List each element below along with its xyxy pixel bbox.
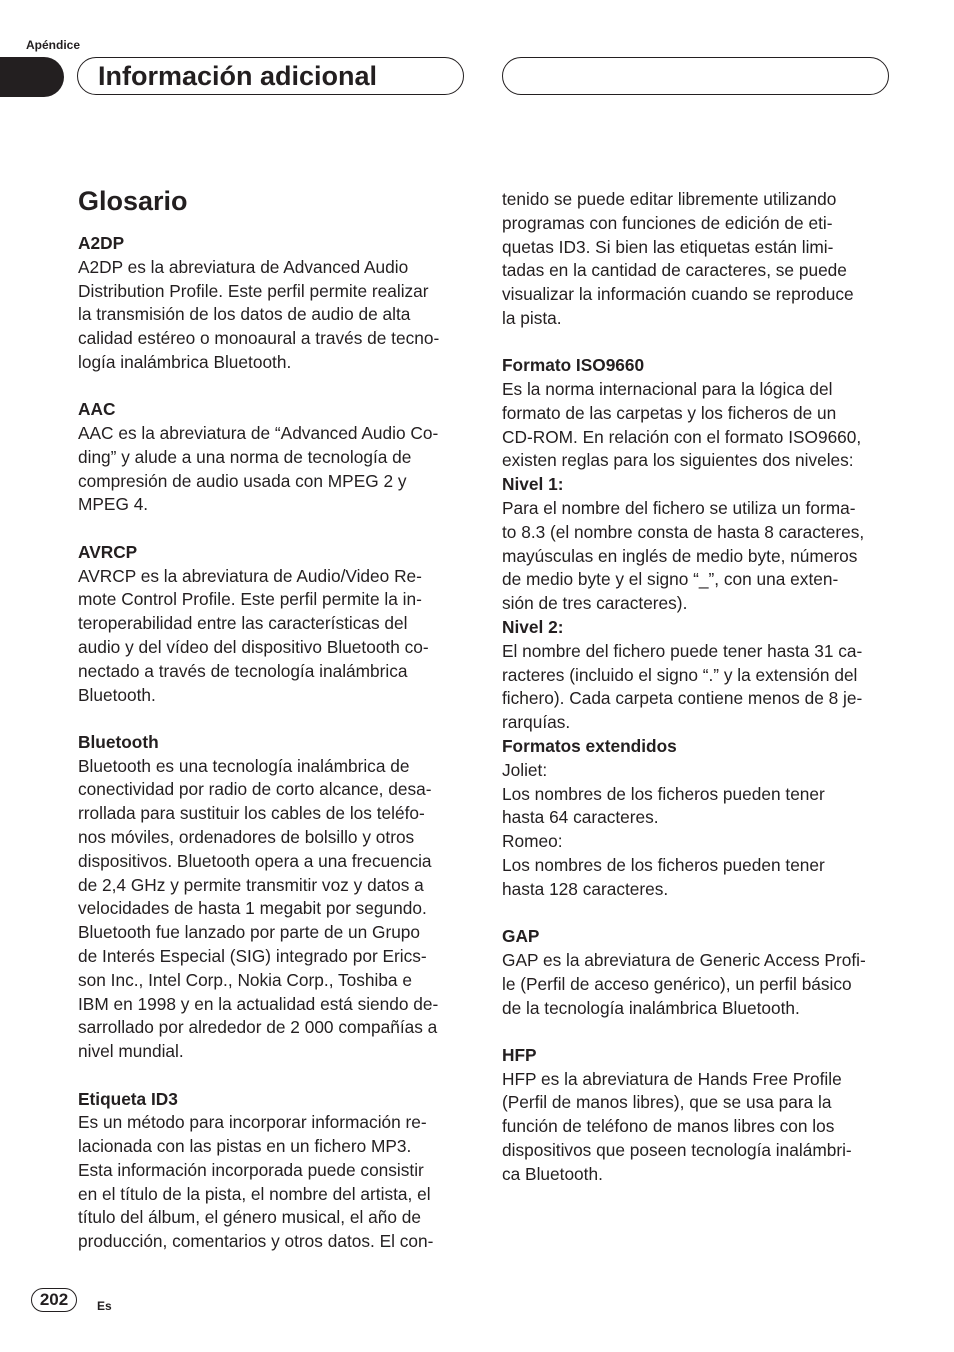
text-line: en el título de la pista, el nombre del artista, el [78,1183,431,1204]
text-line: Los nombres de los ficheros pueden tener [502,783,825,804]
header-title: Información adicional [98,61,378,91]
text-line: le (Perfil de acceso genérico), un perfil básico [502,973,852,994]
text-line: dispositivos que poseen tecnología inalámbri- [502,1139,852,1160]
text-line: Esta información incorporada puede consistir [78,1159,424,1180]
text-line: nivel mundial. [78,1041,184,1062]
subheading: Formatos extendidos [502,736,677,757]
text-line: nectado a través de tecnología inalámbrica [78,660,408,681]
text-line: producción, comentarios y otros datos. El con- [78,1231,434,1252]
text-line: Bluetooth. [78,684,156,705]
text-line: logía inalámbrica Bluetooth. [78,351,292,372]
section-label: Apéndice [26,38,81,52]
spacer [78,1064,468,1088]
glossary-term: AVRCP [78,541,138,562]
glossary-entries-left [78,232,468,1254]
header-title-box [77,57,464,95]
text-line: Para el nombre del fichero se utiliza un forma- [502,498,856,519]
glossary-term: GAP [502,926,540,947]
text-line: IBM en 1998 y en la actualidad está siendo de- [78,993,439,1014]
text-line: existen reglas para los siguientes dos niveles: [502,450,854,471]
text-line: dispositivos. Bluetooth opera a una frecuencia [78,850,432,871]
spacer [78,375,468,399]
text-line: AVRCP es la abreviatura de Audio/Video Re- [78,565,422,586]
text-line: quetas ID3. Si bien las etiquetas están limi- [502,236,834,257]
glossary-entry [502,354,892,901]
text-line: la transmisión de los datos de audio de alta [78,304,411,325]
glossary-term: Bluetooth [78,731,159,752]
text-line: calidad estéreo o monoaural a través de tecno- [78,328,440,349]
text-line: racteres (incluido el signo “.” y la extensión del [502,664,858,685]
text-line: la pista. [502,307,562,328]
text-line: hasta 64 caracteres. [502,807,659,828]
text-line: CD-ROM. En relación con el formato ISO9660, [502,426,862,447]
glossary-entries-right [502,188,892,1187]
glossary-entry [78,731,468,1064]
text-line: son Inc., Intel Corp., Nokia Corp., Toshiba e [78,969,412,990]
text-line: ding” y alude a una norma de tecnología de [78,446,412,467]
subheading: Nivel 2: [502,617,564,638]
text-line: GAP es la abreviatura de Generic Access Profi- [502,949,866,970]
text-line: A2DP es la abreviatura de Advanced Audio [78,256,409,277]
text-line: conectividad por radio de corto alcance, desa- [78,779,432,800]
text-line: MPEG 4. [78,494,149,515]
glossary-term: AAC [78,399,116,420]
text-line: tenido se puede editar libremente utilizando [502,189,837,209]
header-empty-box [502,57,889,95]
spacer [78,707,468,731]
glossary-entry [78,232,468,375]
text-line: velocidades de hasta 1 megabit por segundo. [78,898,427,919]
text-line: Es la norma internacional para la lógica del [502,379,833,400]
text-line: rarquías. [502,712,571,733]
glossary-entry-continuation [502,188,892,331]
text-line: El nombre del fichero puede tener hasta 31 ca- [502,640,863,661]
text-line: de la tecnología inalámbrica Bluetooth. [502,997,800,1018]
text-line: de 2,4 GHz y permite transmitir voz y datos a [78,874,424,895]
glossary-term: HFP [502,1044,537,1065]
spacer [502,331,892,355]
text-line: tadas en la cantidad de caracteres, se puede [502,260,847,281]
section-tab-marker [0,57,64,97]
text-line: programas con funciones de edición de eti- [502,212,833,233]
glossary-term: Formato ISO9660 [502,355,645,376]
glossary-term: A2DP [78,233,125,253]
text-line: título del álbum, el género musical, el año de [78,1207,421,1228]
right-column [502,188,892,1187]
text-line: to 8.3 (el nombre consta de hasta 8 caracteres, [502,521,865,542]
text-line: Romeo: [502,831,563,852]
glossary-entry [502,1044,892,1187]
text-line: sarrollado por alrededor de 2 000 compañías a [78,1017,438,1038]
text-line: formato de las carpetas y los ficheros de un [502,402,837,423]
text-line: hasta 128 caracteres. [502,878,669,899]
text-line: Los nombres de los ficheros pueden tener [502,855,825,876]
text-line: de Interés Especial (SIG) integrado por Erics- [78,946,427,967]
glossary-entry [502,925,892,1020]
text-line: Distribution Profile. Este perfil permite realizar [78,280,429,301]
text-line: (Perfil de manos libres), que se usa para la [502,1092,832,1113]
glossary-entry [78,541,468,708]
language-code: Es [97,1299,112,1313]
text-line: rrollada para sustituir los cables de los teléfo- [78,803,425,824]
text-line: Es un método para incorporar información re- [78,1112,427,1133]
glossary-term: Etiqueta ID3 [78,1088,178,1109]
text-line: fichero). Cada carpeta contiene menos de 8 je- [502,688,863,709]
text-line: HFP es la abreviatura de Hands Free Profile [502,1068,842,1089]
glossary-entry [78,1088,468,1255]
page-title: Glosario [78,186,188,216]
text-line: de medio byte y el signo “_”, con una exten- [502,569,839,590]
text-line: nos móviles, ordenadores de bolsillo y otros [78,827,415,848]
text-line: Bluetooth es una tecnología inalámbrica de [78,755,410,776]
left-column [78,184,468,1254]
spacer [502,1020,892,1044]
subheading: Nivel 1: [502,474,564,495]
glossary-entry [78,398,468,517]
text-line: Bluetooth fue lanzado por parte de un Grupo [78,922,421,943]
text-line: visualizar la información cuando se reproduce [502,284,854,305]
spacer [78,517,468,541]
text-line: ca Bluetooth. [502,1163,603,1184]
text-line: compresión de audio usada con MPEG 2 y [78,470,407,491]
text-line: teroperabilidad entre las características del [78,613,408,634]
page-number: 202 [31,1288,77,1312]
text-line: Joliet: [502,759,548,780]
text-line: audio y del vídeo del dispositivo Bluetooth co- [78,636,429,657]
spacer [502,902,892,926]
text-line: mayúsculas en inglés de medio byte, números [502,545,858,566]
text-line: lacionada con las pistas en un fichero MP3. [78,1136,412,1157]
text-line: sión de tres caracteres). [502,593,688,614]
text-line: mote Control Profile. Este perfil permite la in- [78,589,422,610]
text-line: AAC es la abreviatura de “Advanced Audio Co- [78,423,439,444]
text-line: función de teléfono de manos libres con los [502,1116,835,1137]
